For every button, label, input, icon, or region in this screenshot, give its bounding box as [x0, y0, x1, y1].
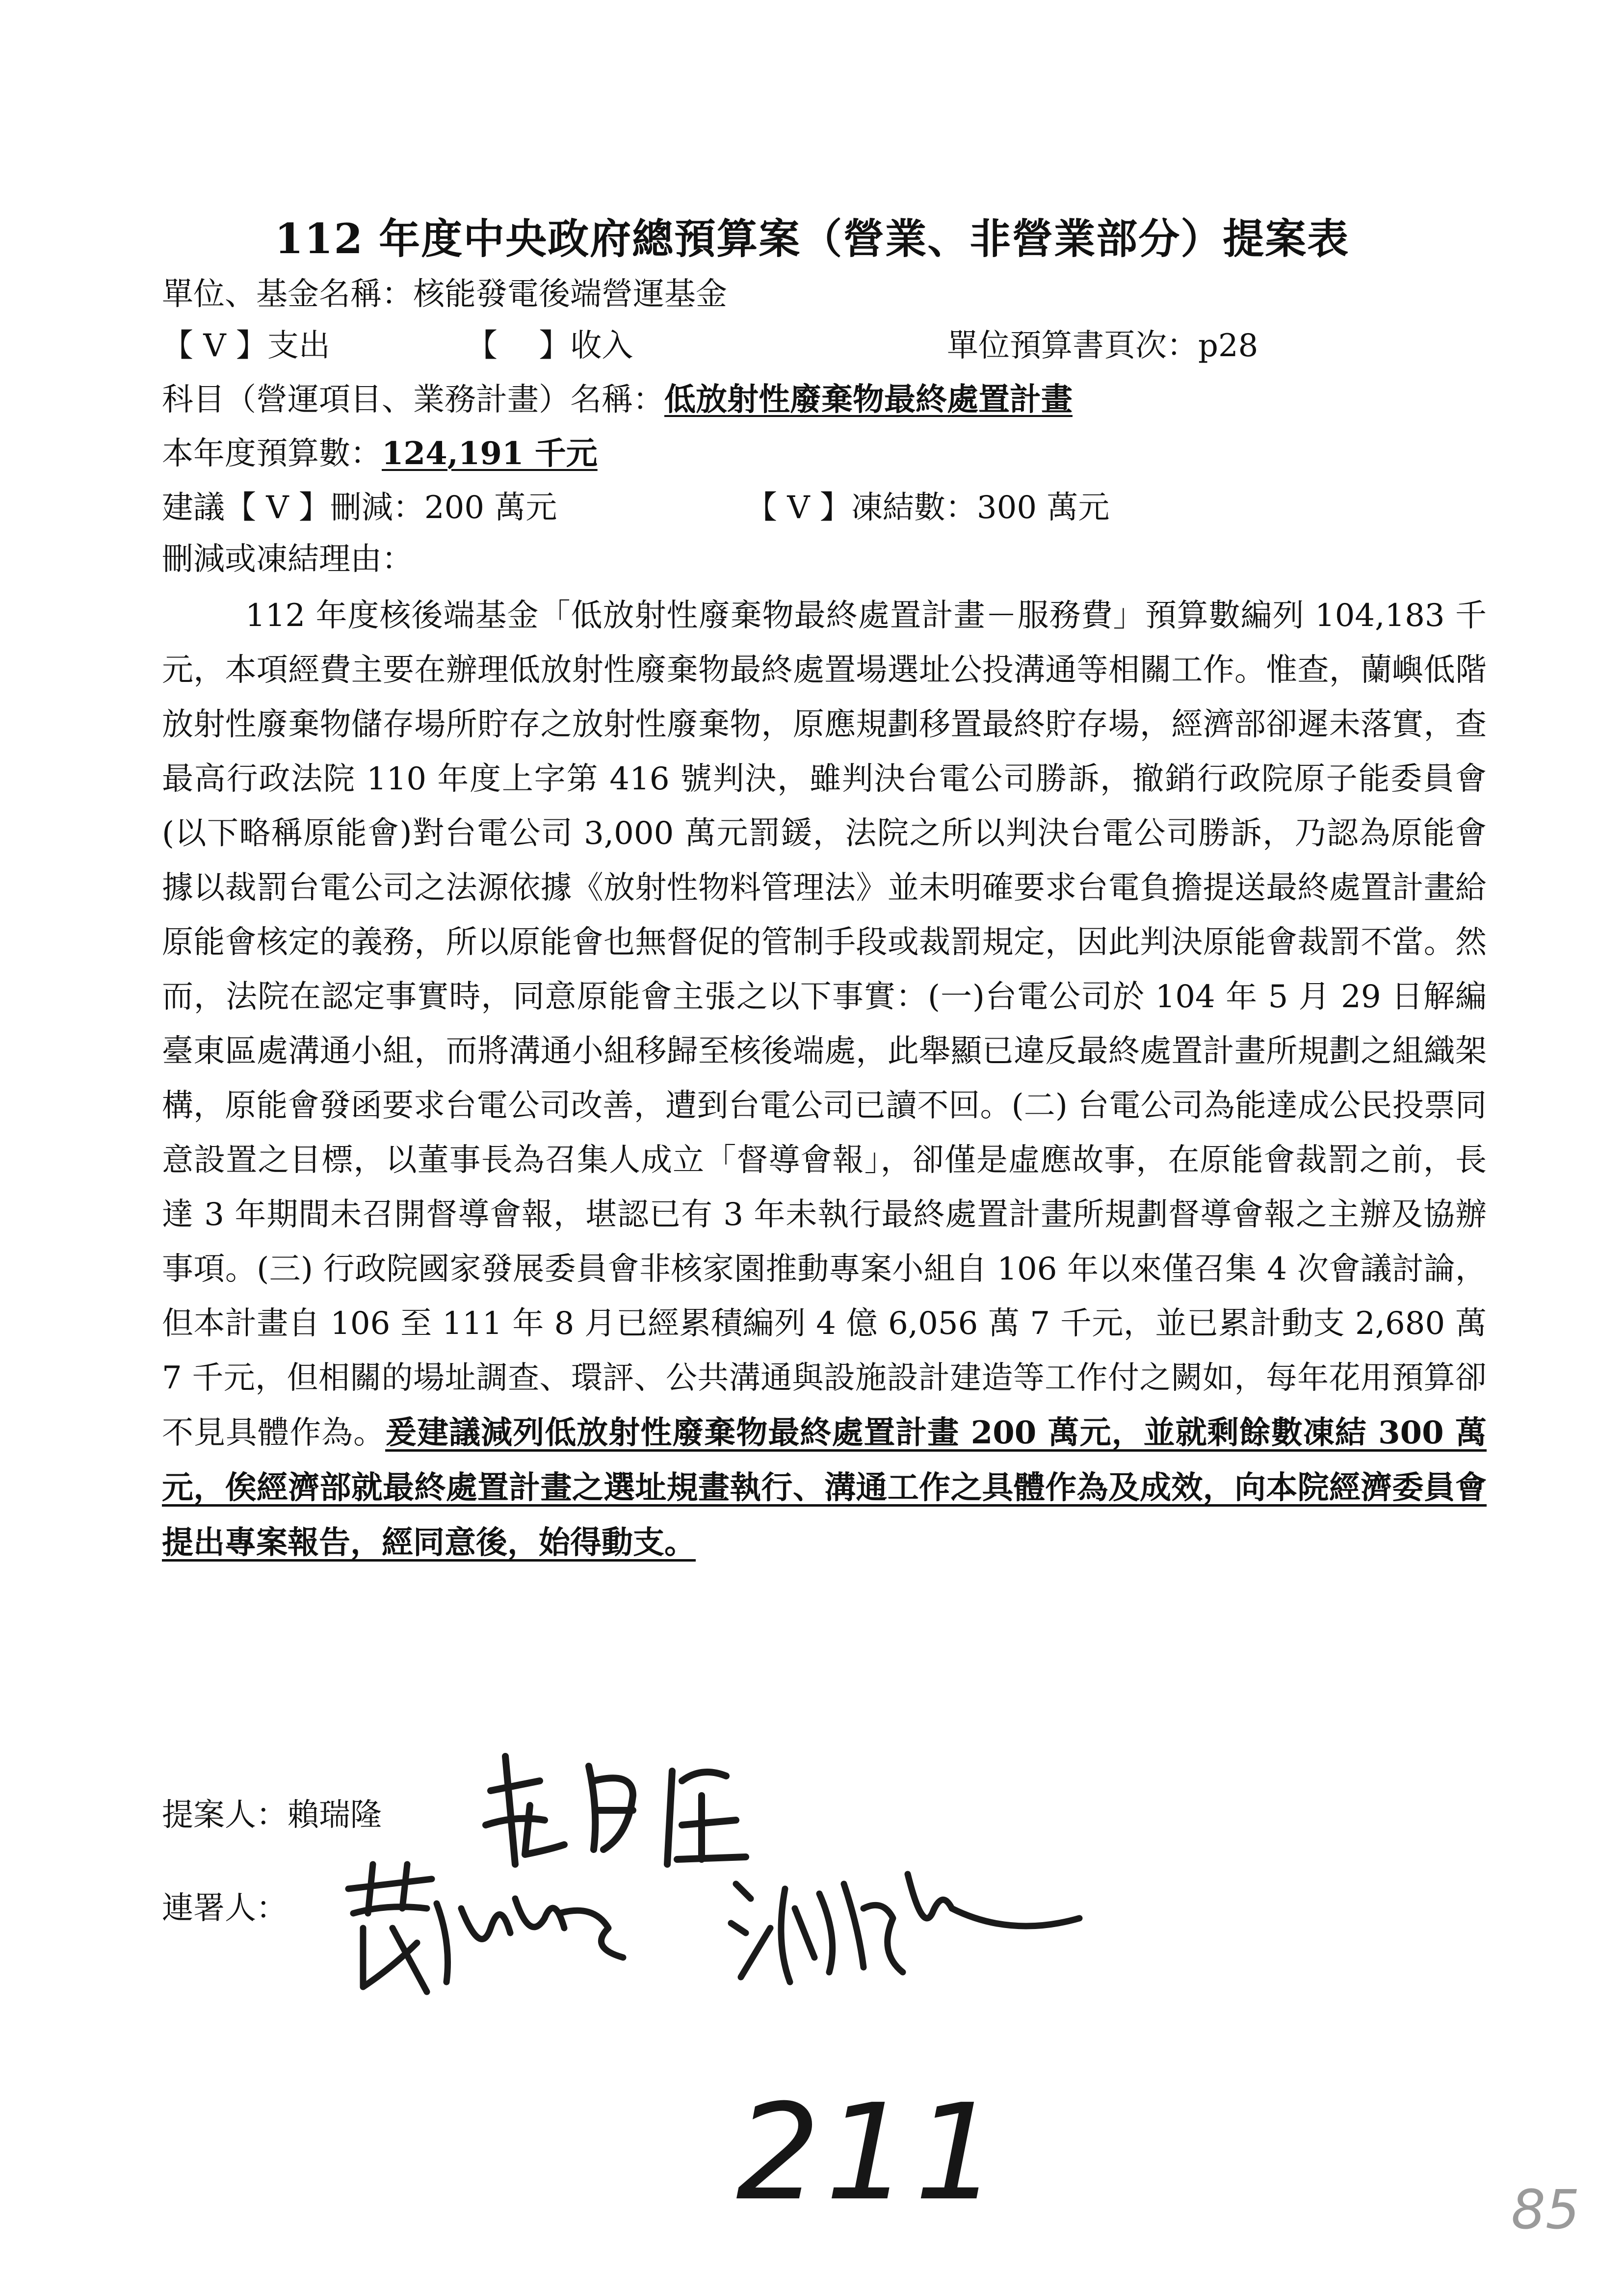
cosigner-label: 連署人：: [162, 1890, 288, 1927]
unit-label: 單位、基金名稱：: [162, 276, 413, 313]
unit-row: [162, 275, 727, 314]
reason-body: 112 年度核後端基金「低放射性廢棄物最終處置計畫－服務費」預算數編列 104,183 千元，本項經費主要在辦理低放射性廢棄物最終處置場選址公投溝通等相關工作。惟查，蘭嶼低階放射性廢棄物儲存場所貯存之放射性廢棄物，原應規劃移置最終貯存場，經濟部卻遲未落實，查最高行政法院 110 年度上字第 416 號判決，雖判決台電公司勝訴，撤銷行政院原子能委員會(以下略稱原能會)對台電公司 3,000 萬元罰鍰，法院之所以判決台電公司勝訴，乃認為原能會據以裁罰台電公司之法源依據《放射性物料管理法》並未明確要求台電負擔提送最終處置計畫給原能會核定的義務，所以原能會也無督促的管制手段或裁罰規定，因此判決原能會裁罰不當。然而，法院在認定事實時，同意原能會主張之以下事實：(一)台電公司於 104 年 5 月 29 日解編臺東區處溝通小組，而將溝通小組移歸至核後端處，此舉顯已違反最終處置計畫所規劃之組織架構，原能會發函要求台電公司改善，遭到台電公司已讀不回。(二) 台電公司為能達成公民投票同意設置之目標，以董事長為召集人成立「督導會報」，卻僅是虛應故事，在原能會裁罰之前，長達 3 年期間未召開督導會報，堪認已有 3 年未執行最終處置計畫所規劃督導會報之主辦及協辦事項。(三) 行政院國家發展委員會非核家園推動專案小組自 106 年以來僅召集 4 次會議討論，但本計畫自 106 至 111 年 8 月已經累積編列 4 億 6,056 萬 7 千元，並已累計動支 2,680 萬 7 千元，但相關的場址調查、環評、公共溝通與設施設計建造等工作付之闕如，每年花用預算卻不見具體作為。: [162, 598, 1487, 1451]
freeze-amount: 【 V 】凍結數：300 萬元: [746, 490, 1110, 526]
unit-value: 核能發電後端營運基金: [413, 276, 727, 313]
cut-amount: 建議【 V 】刪減：200 萬元: [162, 490, 557, 526]
subject-label: 科目（營運項目、業務計畫）名稱：: [162, 382, 664, 418]
page-number: 211: [736, 2075, 1004, 2230]
type-row: [162, 326, 1290, 365]
income-checkbox: 【 】收入: [466, 328, 633, 364]
reason-label: 刪減或凍結理由：: [162, 541, 413, 577]
subject-row: [162, 380, 1073, 419]
page-ref: 單位預算書頁次：p28: [947, 328, 1258, 364]
budget-value: 124,191 千元: [382, 435, 598, 472]
budget-row: [162, 434, 598, 473]
subject-value: 低放射性廢棄物最終處置計畫: [664, 381, 1073, 418]
cosigner-signature-1: [334, 1845, 657, 2002]
budget-label: 本年度預算數：: [162, 436, 382, 472]
margin-number: 85: [1511, 2178, 1580, 2241]
cosigner-signature-2: [716, 1854, 1089, 1997]
page-title: 112 年度中央政府總預算案（營業、非營業部分）提案表: [274, 214, 1350, 263]
proposer-name: 賴瑞隆: [288, 1797, 382, 1833]
cut-freeze-row: [162, 488, 1290, 527]
reason-paragraph: [162, 589, 1487, 1570]
expense-checkbox: 【 V 】支出: [162, 328, 330, 364]
proposer-label: 提案人：: [162, 1797, 288, 1833]
proposer-row: [162, 1796, 382, 1835]
reason-emphasis: 爰建議減列低放射性廢棄物最終處置計畫 200 萬元，並就剩餘數凍結 300 萬元，俟經濟部就最終處置計畫之選址規畫執行、溝通工作之具體作為及成效，向本院經濟委員會提出專案報告，經同意後，始得動支。: [162, 1414, 1487, 1561]
